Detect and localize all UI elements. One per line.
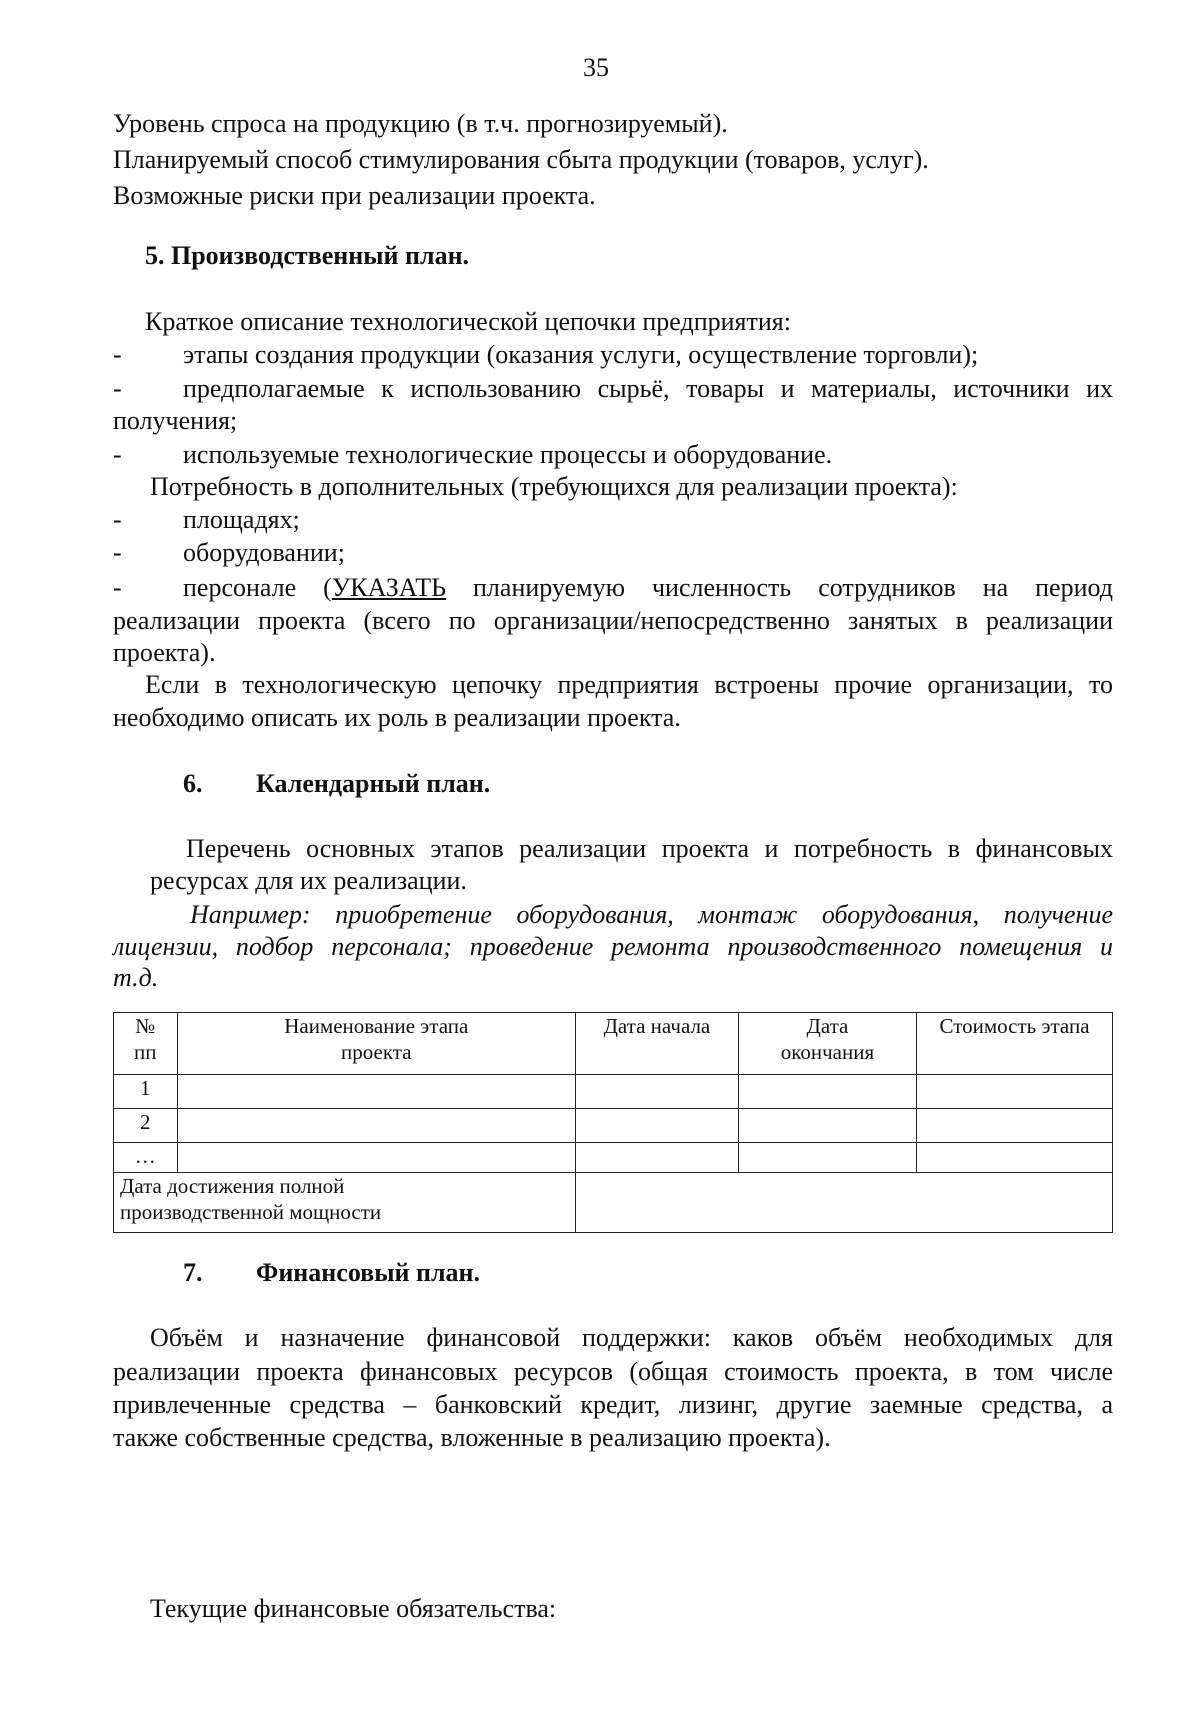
table-cell <box>738 1075 916 1109</box>
need-list: - площадях; - оборудовании; - персонале (УКАЗАТЬ планируемую численность сотрудников на период реализации проекта (всего по организации/непосредственно занятых в реализации проекта). <box>113 505 1113 667</box>
section7-line: реализации проекта финансовых ресурсов (общая стоимость проекта, в том числе <box>113 1357 1113 1386</box>
list-item: этапы создания продукции (оказания услуги, осуществление торговли); <box>183 340 979 369</box>
table-header-row <box>114 1013 1113 1075</box>
table-cell <box>738 1143 916 1173</box>
list-item-continued: реализации проекта (всего по организации/непосредственно занятых в реализации <box>113 606 1113 635</box>
table-cell <box>575 1143 738 1173</box>
table-cell <box>575 1109 738 1143</box>
table-cell <box>917 1109 1113 1143</box>
list-item-personnel: персонале (УКАЗАТЬ планируемую численность сотрудников на период <box>183 573 1113 602</box>
section6-line: ресурсах для их реализации. <box>150 866 467 895</box>
need-lead: Потребность в дополнительных (требующихся для реализации проекта): <box>150 472 958 501</box>
table-row <box>114 1075 1113 1109</box>
list-item: предполагаемые к использованию сырьё, товары и материалы, источники их <box>183 374 1113 403</box>
row-number: 2 <box>114 1109 178 1143</box>
list-item: оборудовании; <box>183 538 345 567</box>
section7-line: также собственные средства, вложенные в реализацию проекта). <box>113 1423 831 1452</box>
page-number: 35 <box>583 53 609 82</box>
calendar-table <box>113 1012 1113 1233</box>
header-cell-number: № пп <box>114 1013 178 1075</box>
paragraph-line: Если в технологическую цепочку предприятия встроены прочие организации, то <box>145 670 1113 699</box>
section6-title: Календарный план. <box>256 769 491 798</box>
table-cell <box>917 1075 1113 1109</box>
header-cell-start: Дата начала <box>575 1013 738 1075</box>
table-cell <box>177 1075 575 1109</box>
footer-label: Дата достижения полной производственной мощности <box>114 1173 576 1233</box>
header-cell-end: Дата окончания <box>738 1013 916 1075</box>
table-cell <box>177 1143 575 1173</box>
example-line: т.д. <box>113 963 159 992</box>
section7-line: Объём и назначение финансовой поддержки: каков объём необходимых для <box>150 1323 1113 1352</box>
section5-lead: Краткое описание технологической цепочки предприятия: <box>145 307 791 336</box>
row-number: … <box>114 1143 178 1173</box>
section6-line: Перечень основных этапов реализации проекта и потребность в финансовых <box>186 834 1113 863</box>
intro-block <box>113 108 929 216</box>
section5-list: - этапы создания продукции (оказания услуги, осуществление торговли); - предполагаемые к использованию сырьё, товары и материалы, источники их получения; - используемые технологические процессы и оборудование. <box>113 340 1113 469</box>
section7-number: 7. <box>183 1258 203 1287</box>
table-cell <box>917 1143 1113 1173</box>
section7-line: привлеченные средства – банковский кредит, лизинг, другие заемные средства, а <box>113 1390 1113 1419</box>
intro-line: Планируемый способ стимулирования сбыта продукции (товаров, услуг). <box>113 145 929 174</box>
table-footer-row <box>114 1173 1113 1233</box>
header-cell-cost: Стоимость этапа <box>917 1013 1113 1075</box>
example-line: Например: приобретение оборудования, монтаж оборудования, получение <box>190 900 1113 929</box>
section5-heading: 5. Производственный план. <box>145 241 470 270</box>
table-cell <box>575 1075 738 1109</box>
emphasis-text: УКАЗАТЬ <box>331 573 447 602</box>
example-line: лицензии, подбор персонала; проведение ремонта производственного помещения и <box>113 932 1113 961</box>
header-cell-name: Наименование этапа проекта <box>177 1013 575 1075</box>
table-row <box>114 1143 1113 1173</box>
section7-title: Финансовый план. <box>256 1258 481 1287</box>
intro-line: Уровень спроса на продукцию (в т.ч. прогнозируемый). <box>113 109 728 138</box>
section6-number: 6. <box>183 769 203 798</box>
table-cell <box>177 1109 575 1143</box>
footer-value-cell <box>575 1173 1112 1233</box>
paragraph-line: необходимо описать их роль в реализации проекта. <box>113 703 681 732</box>
list-item: используемые технологические процессы и оборудование. <box>183 440 833 469</box>
table-cell <box>738 1109 916 1143</box>
list-item: площадях; <box>183 505 300 534</box>
intro-line: Возможные риски при реализации проекта. <box>113 181 596 210</box>
list-item-continued: получения; <box>113 406 238 435</box>
row-number: 1 <box>114 1075 178 1109</box>
table-row <box>114 1109 1113 1143</box>
list-item-continued: проекта). <box>113 638 216 667</box>
current-obligations: Текущие финансовые обязательства: <box>150 1594 557 1623</box>
